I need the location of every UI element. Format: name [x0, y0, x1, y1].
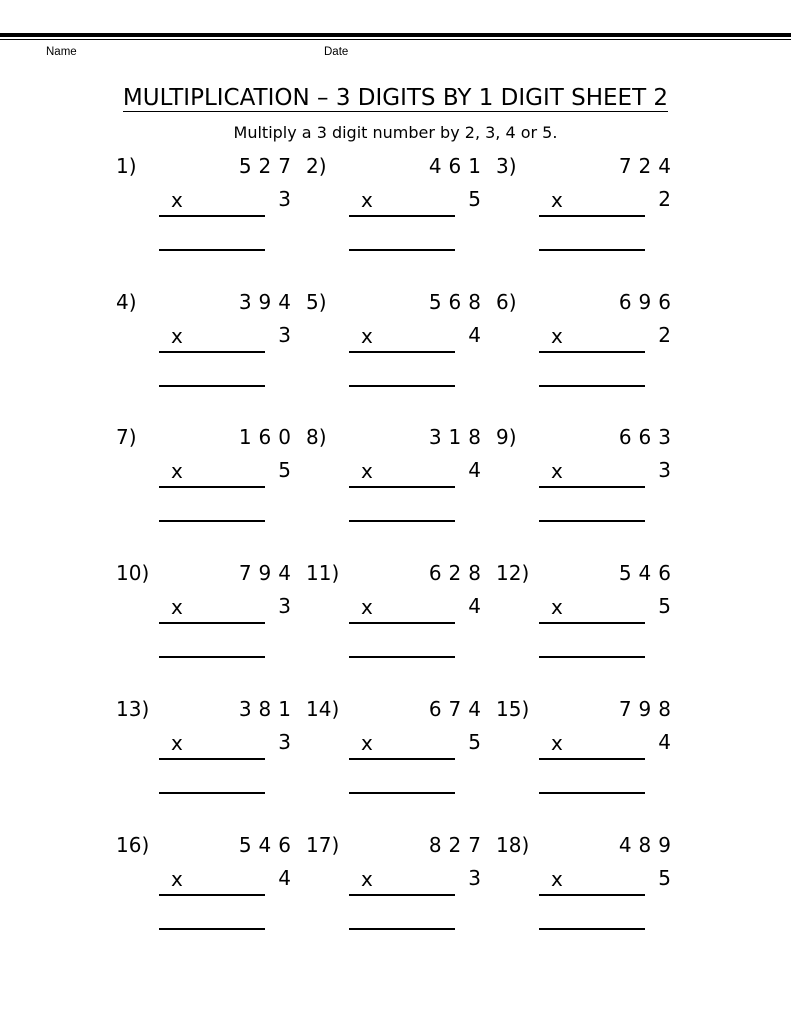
header-rule-thick [0, 33, 791, 37]
answer-line [349, 928, 455, 930]
multiply-sign: x [361, 324, 373, 348]
problem-17 [306, 832, 488, 942]
problem-number: 12) [496, 561, 530, 585]
problem-6 [496, 289, 678, 399]
problem-number: 4) [116, 290, 137, 314]
problem-4 [116, 289, 298, 399]
product-rule [349, 622, 455, 624]
multiplicand: 827 [428, 833, 488, 857]
name-label: Name [46, 46, 77, 58]
problem-number: 18) [496, 833, 530, 857]
multiplier: 2 [658, 323, 671, 347]
product-rule [539, 215, 645, 217]
problem-13 [116, 696, 298, 806]
product-rule [159, 758, 265, 760]
multiplier: 4 [658, 730, 671, 754]
problem-7 [116, 424, 298, 534]
multiply-sign: x [171, 188, 183, 212]
answer-line [159, 792, 265, 794]
multiplicand: 381 [238, 697, 298, 721]
problem-18 [496, 832, 678, 942]
answer-line [539, 385, 645, 387]
multiplicand: 674 [428, 697, 488, 721]
multiplier: 3 [278, 187, 291, 211]
multiply-sign: x [551, 595, 563, 619]
multiplicand: 794 [238, 561, 298, 585]
product-rule [349, 351, 455, 353]
multiplicand: 546 [618, 561, 678, 585]
worksheet-title-text: MULTIPLICATION – 3 DIGITS BY 1 DIGIT SHEET 2 [122, 85, 669, 111]
product-rule [539, 622, 645, 624]
multiplier: 3 [468, 866, 481, 890]
problem-number: 14) [306, 697, 340, 721]
multiply-sign: x [551, 867, 563, 891]
problem-12 [496, 560, 678, 670]
instructions: Multiply a 3 digit number by 2, 3, 4 or 5. [233, 123, 558, 142]
multiply-sign: x [171, 324, 183, 348]
multiplier: 5 [658, 866, 671, 890]
answer-line [349, 385, 455, 387]
problem-11 [306, 560, 488, 670]
answer-line [349, 656, 455, 658]
problem-number: 1) [116, 154, 137, 178]
multiplier: 3 [278, 323, 291, 347]
header-rule-thin [0, 39, 791, 40]
problem-number: 10) [116, 561, 150, 585]
multiplicand: 696 [618, 290, 678, 314]
multiplicand: 546 [238, 833, 298, 857]
problem-number: 8) [306, 425, 327, 449]
multiplier: 4 [468, 594, 481, 618]
multiplicand: 568 [428, 290, 488, 314]
answer-line [159, 249, 265, 251]
multiplier: 5 [468, 187, 481, 211]
multiply-sign: x [171, 459, 183, 483]
product-rule [159, 215, 265, 217]
problem-number: 13) [116, 697, 150, 721]
multiplier: 5 [278, 458, 291, 482]
answer-line [539, 249, 645, 251]
multiply-sign: x [551, 324, 563, 348]
multiply-sign: x [361, 731, 373, 755]
product-rule [539, 486, 645, 488]
problem-3 [496, 153, 678, 263]
problem-number: 11) [306, 561, 340, 585]
multiply-sign: x [551, 459, 563, 483]
product-rule [539, 894, 645, 896]
product-rule [349, 894, 455, 896]
product-rule [349, 215, 455, 217]
problem-9 [496, 424, 678, 534]
multiplier: 5 [658, 594, 671, 618]
multiplicand: 318 [428, 425, 488, 449]
problem-number: 7) [116, 425, 137, 449]
multiplier: 5 [468, 730, 481, 754]
problem-5 [306, 289, 488, 399]
answer-line [539, 656, 645, 658]
problem-number: 17) [306, 833, 340, 857]
product-rule [349, 486, 455, 488]
problem-16 [116, 832, 298, 942]
multiply-sign: x [171, 595, 183, 619]
multiply-sign: x [171, 731, 183, 755]
product-rule [159, 486, 265, 488]
answer-line [159, 385, 265, 387]
answer-line [349, 520, 455, 522]
multiply-sign: x [361, 867, 373, 891]
product-rule [539, 351, 645, 353]
multiplier: 3 [278, 730, 291, 754]
problem-number: 16) [116, 833, 150, 857]
answer-line [539, 520, 645, 522]
multiplicand: 628 [428, 561, 488, 585]
problem-number: 15) [496, 697, 530, 721]
problem-10 [116, 560, 298, 670]
worksheet-title [0, 83, 791, 113]
multiplier: 3 [278, 594, 291, 618]
multiply-sign: x [551, 188, 563, 212]
multiplicand: 527 [238, 154, 298, 178]
multiplicand: 394 [238, 290, 298, 314]
answer-line [539, 928, 645, 930]
problem-1 [116, 153, 298, 263]
product-rule [159, 894, 265, 896]
multiplicand: 798 [618, 697, 678, 721]
problem-2 [306, 153, 488, 263]
multiplicand: 160 [238, 425, 298, 449]
product-rule [349, 758, 455, 760]
product-rule [159, 622, 265, 624]
answer-line [159, 928, 265, 930]
multiply-sign: x [171, 867, 183, 891]
product-rule [539, 758, 645, 760]
multiplicand: 489 [618, 833, 678, 857]
multiply-sign: x [361, 459, 373, 483]
problem-8 [306, 424, 488, 534]
problem-number: 6) [496, 290, 517, 314]
problem-number: 9) [496, 425, 517, 449]
date-label: Date [324, 46, 349, 58]
answer-line [159, 656, 265, 658]
problem-14 [306, 696, 488, 806]
problem-number: 2) [306, 154, 327, 178]
multiplicand: 461 [428, 154, 488, 178]
multiplier: 2 [658, 187, 671, 211]
answer-line [349, 792, 455, 794]
multiplicand: 724 [618, 154, 678, 178]
multiplicand: 663 [618, 425, 678, 449]
multiplier: 3 [658, 458, 671, 482]
product-rule [159, 351, 265, 353]
answer-line [539, 792, 645, 794]
problem-15 [496, 696, 678, 806]
multiply-sign: x [361, 188, 373, 212]
multiply-sign: x [551, 731, 563, 755]
multiplier: 4 [468, 323, 481, 347]
multiply-sign: x [361, 595, 373, 619]
problem-number: 3) [496, 154, 517, 178]
problem-number: 5) [306, 290, 327, 314]
answer-line [349, 249, 455, 251]
answer-line [159, 520, 265, 522]
multiplier: 4 [468, 458, 481, 482]
multiplier: 4 [278, 866, 291, 890]
